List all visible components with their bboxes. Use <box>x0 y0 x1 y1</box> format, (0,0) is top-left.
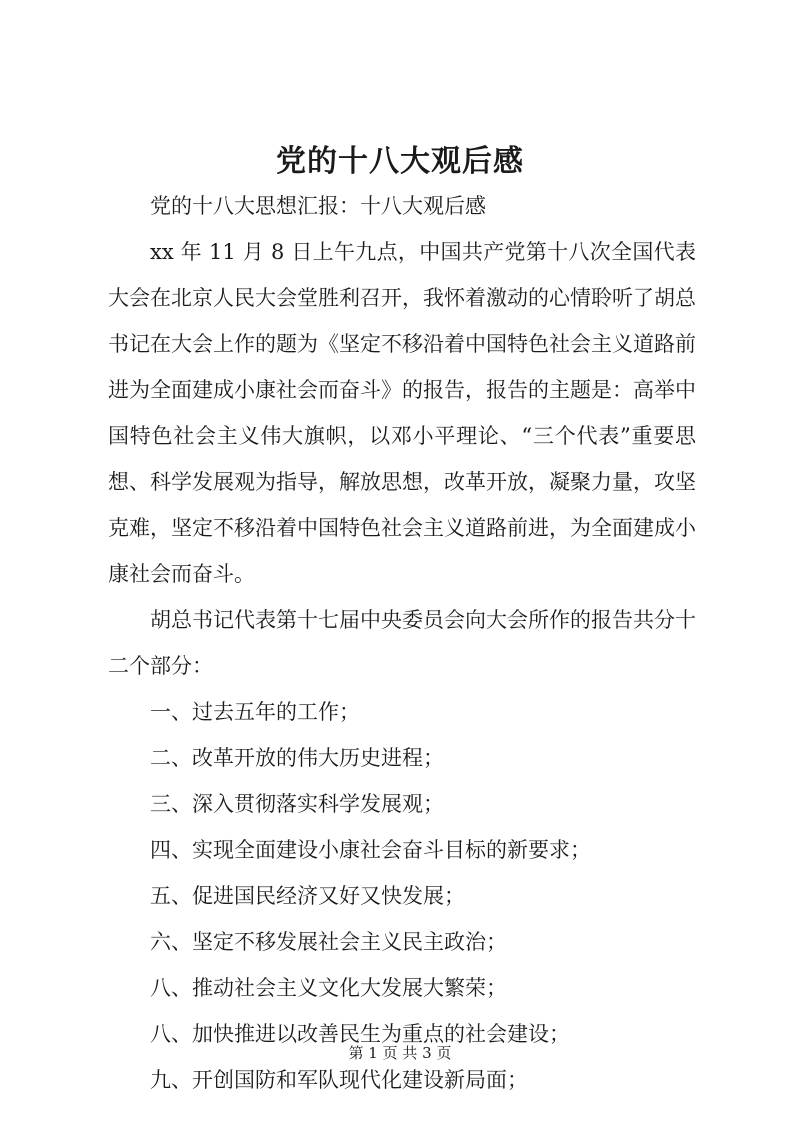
document-body <box>108 183 696 1103</box>
list-item: 二、改革开放的伟大历史进程； <box>150 746 444 770</box>
list-item: 六、坚定不移发展社会主义民主政治； <box>150 930 507 954</box>
list-item: 九、开创国防和军队现代化建设新局面； <box>150 1068 528 1092</box>
paragraph-subtitle: 党的十八大思想汇报：十八大观后感 <box>150 194 486 218</box>
page-footer: 第 1 页 共 3 页 <box>348 1044 452 1062</box>
list-item: 八、推动社会主义文化大发展大繁荣； <box>150 976 507 1000</box>
page-title: 党的十八大观后感 <box>276 144 524 179</box>
paragraph-intro: xx 年 11 月 8 日上午九点，中国共产党第十八次全国代表大会在北京人民大会堂胜利召开，我怀着激动的心情聆听了胡总书记在大会上作的题为《坚定不移沿着中国特色社会主义道路前进为全面建成小康社会而奋斗》的报告，报告的主题是：高举中国特色社会主义伟大旗帜，以邓小平理论、“三个代表”重要思想、科学发展观为指导，解放思想，改革开放，凝聚力量，攻坚克难，坚定不移沿着中国特色社会主义道路前进，为全面建成小康社会而奋斗。 <box>108 240 696 586</box>
list-item: 五、促进国民经济又好又快发展； <box>150 884 465 908</box>
list-item: 一、过去五年的工作； <box>150 700 360 724</box>
list-item: 四、实现全面建设小康社会奋斗目标的新要求； <box>150 838 591 862</box>
paragraph-report-parts: 胡总书记代表第十七届中央委员会向大会所作的报告共分十二个部分： <box>108 608 696 678</box>
list-item: 三、深入贯彻落实科学发展观； <box>150 792 444 816</box>
list-item: 八、加快推进以改善民生为重点的社会建设； <box>150 1022 570 1046</box>
